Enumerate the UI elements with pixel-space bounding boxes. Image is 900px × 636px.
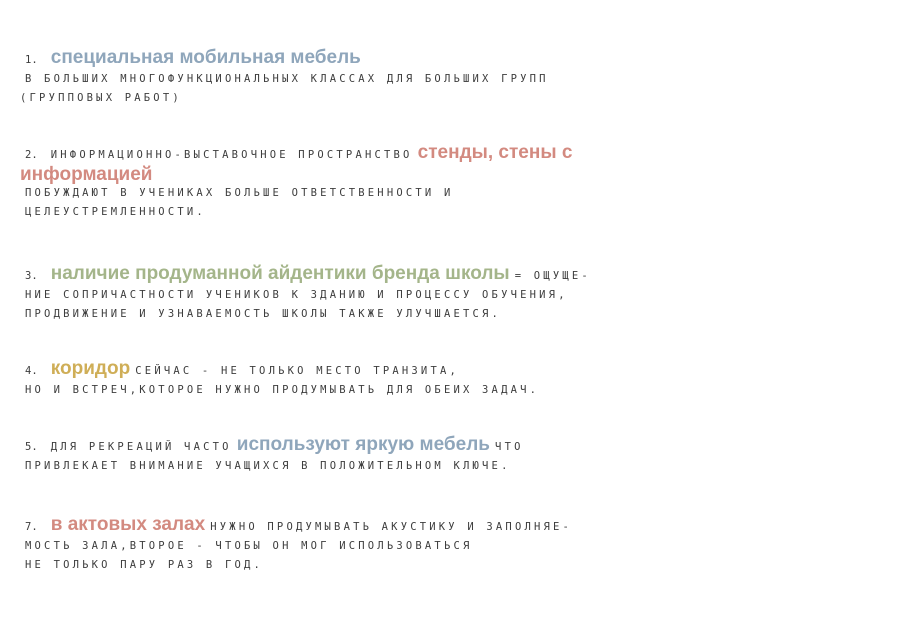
item-text-line: НО И ВСТРЕЧ,КОТОРОЕ НУЖНО ПРОДУМЫВАТЬ ДЛЯ ОБЕИХ ЗАДАЧ. — [25, 384, 540, 396]
item-text-line: (ГРУППОВЫХ РАБОТ) — [20, 92, 182, 104]
item-text-line: НЕ ТОЛЬКО ПАРУ РАЗ В ГОД. — [25, 559, 264, 571]
item-highlight: коридор — [50, 358, 131, 379]
item-text-line: МОСТЬ ЗАЛА,ВТОРОЕ - ЧТОБЫ ОН МОГ ИСПОЛЬЗОВАТЬСЯ — [25, 540, 473, 552]
item-highlight: наличие продуманной айдентики бренда школы — [50, 263, 510, 284]
item-text-line: ПОБУЖДАЮТ В УЧЕНИКАХ БОЛЬШЕ ОТВЕТСТВЕННОСТИ И — [25, 187, 454, 199]
item-text-line: ЦЕЛЕУСТРЕМЛЕННОСТИ. — [25, 206, 206, 218]
item-text-line: НИЕ СОПРИЧАСТНОСТИ УЧЕНИКОВ К ЗДАНИЮ И ПРОЦЕССУ ОБУЧЕНИЯ, — [25, 289, 568, 301]
item-text-line: В БОЛЬШИХ МНОГОФУНКЦИОНАЛЬНЫХ КЛАССАХ ДЛЯ БОЛЬШИХ ГРУПП — [25, 73, 549, 85]
list-item-3 — [20, 264, 700, 324]
list-item-4 — [20, 359, 700, 400]
item-number: 2. — [25, 149, 38, 161]
item-highlight: стенды, стены с — [417, 142, 573, 163]
item-number: 3. — [25, 270, 38, 282]
item-lead-text: ИНФОРМАЦИОННО-ВЫСТАВОЧНОЕ ПРОСТРАНСТВО — [50, 149, 413, 161]
item-tail-text: СЕЙЧАС - НЕ ТОЛЬКО МЕСТО ТРАНЗИТА, — [135, 365, 460, 377]
list-item-2 — [20, 143, 700, 222]
item-tail-text: НУЖНО ПРОДУМЫВАТЬ АКУСТИКУ И ЗАПОЛНЯЕ- — [210, 521, 573, 533]
item-text-line: ПРОДВИЖЕНИЕ И УЗНАВАЕМОСТЬ ШКОЛЫ ТАКЖЕ УЛУЧШАЕТСЯ. — [25, 308, 502, 320]
item-number: 4. — [25, 365, 38, 377]
item-number: 1. — [25, 54, 38, 66]
item-number: 5. — [25, 441, 38, 453]
item-highlight: специальная мобильная мебель — [50, 47, 361, 68]
list-item-1 — [20, 48, 700, 108]
item-highlight: в актовых залах — [50, 514, 206, 535]
item-highlight-continued: информацией — [20, 164, 153, 185]
item-lead-text: ДЛЯ РЕКРЕАЦИЙ ЧАСТО — [50, 441, 232, 453]
item-highlight: используют яркую мебель — [236, 434, 490, 455]
item-number: 7. — [25, 521, 38, 533]
item-text-line: ПРИВЛЕКАЕТ ВНИМАНИЕ УЧАЩИХСЯ В ПОЛОЖИТЕЛЬНОМ КЛЮЧЕ. — [25, 460, 511, 472]
item-tail-text: ЧТО — [495, 441, 524, 453]
item-tail-text: = ОЩУЩЕ- — [514, 270, 591, 282]
list-item-7 — [20, 515, 700, 575]
list-item-5 — [20, 435, 700, 476]
